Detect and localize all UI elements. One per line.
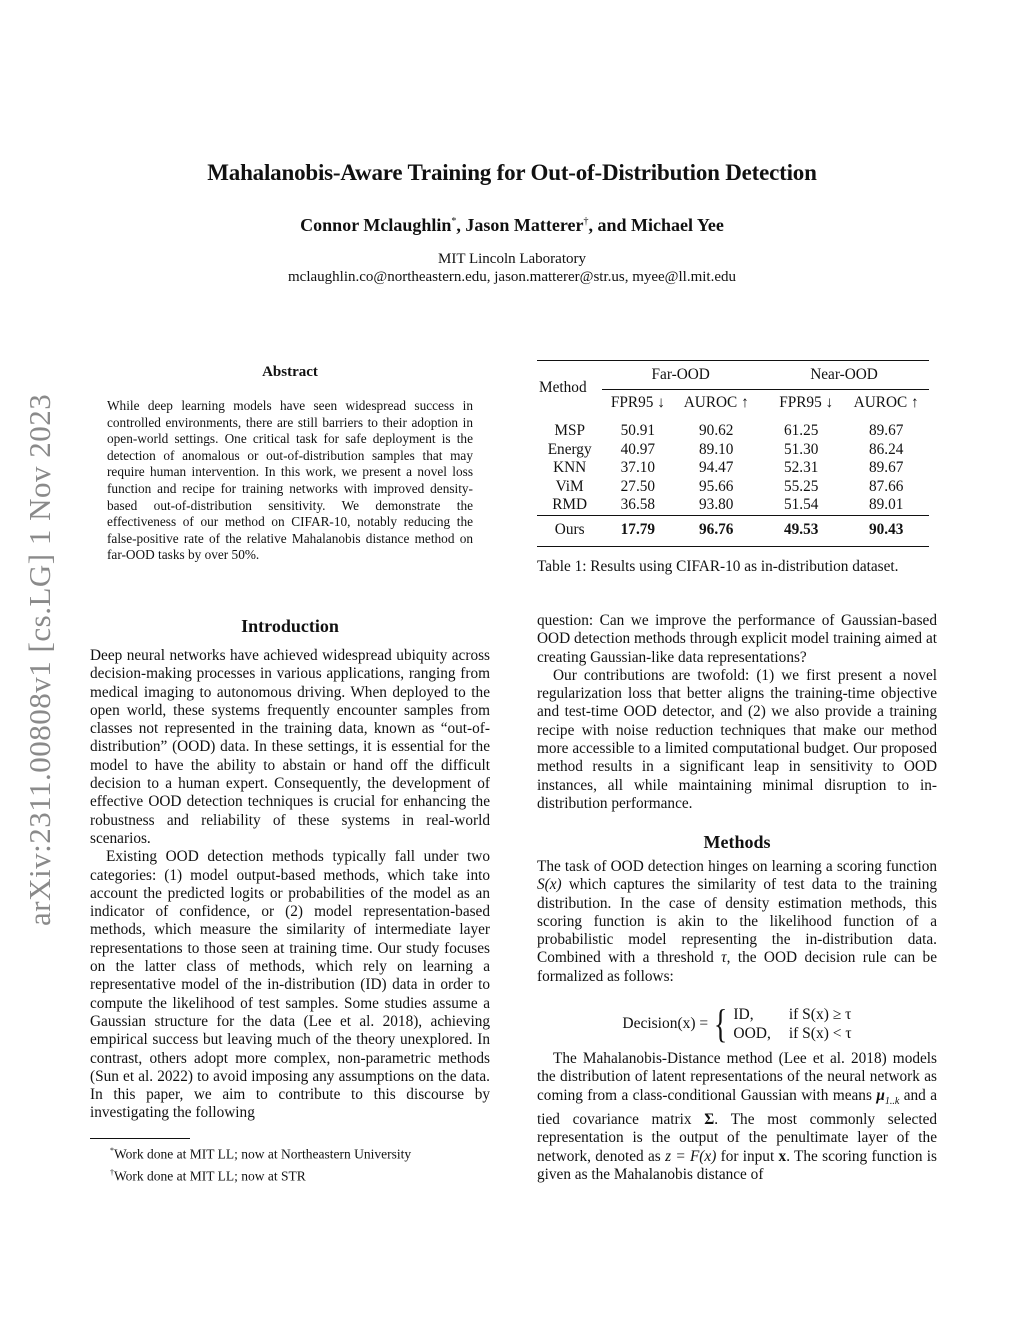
table-cell: 89.67	[868, 422, 904, 439]
table-cell: 37.10	[620, 459, 656, 476]
table-cell: 49.53	[783, 521, 819, 539]
math-z: z = F(x)	[665, 1147, 717, 1165]
table-cell: 36.58	[620, 496, 656, 513]
table-row	[537, 416, 929, 441]
math-x: x	[778, 1147, 787, 1165]
results-table	[537, 360, 929, 547]
introduction-body	[90, 647, 490, 1123]
table-cell: 51.30	[783, 440, 819, 458]
table-cell: 17.79	[620, 521, 656, 539]
affiliation-block	[0, 250, 1024, 286]
table-cell: 94.47	[699, 459, 734, 476]
table-row-ours	[537, 515, 929, 546]
table-header-near-ood: Near-OOD	[810, 365, 878, 383]
math-tau: τ	[721, 949, 727, 967]
table-cell-method: Ours	[554, 521, 585, 539]
author-2: Jason Matterer	[465, 215, 584, 235]
table-cell-method: RMD	[552, 496, 588, 513]
table-subheader: AUROC ↑	[843, 390, 929, 417]
table-cell: 61.25	[783, 422, 819, 439]
equation-cond-ood: if S(x) < τ	[788, 1025, 852, 1042]
intro-paragraph-2: Existing OOD detection methods typically fall under two categories: (1) model output-based methods, which take into account the predicted logits or probabilities of the model as an indicator of confidence, or (2) model representation-based methods, which measure the similarity of intermediate layer representations to those seen at training time. Our study focuses on the latter class of methods, which rely on learning a representative model of the in-distribution (ID) data in order to compute the likelihood of test samples. Some studies assume a Gaussian structure for the data (Lee et al. 2018), achieving empirical success but leaving much of the theory unexplored. In contrast, others adopt more complex, non-parametric methods (Sun et al. 2022) to avoid imposing any assumptions on the data. In this paper, we aim to contribute to this discourse by investigating the following	[90, 848, 490, 1122]
table-cell-method: ViM	[555, 477, 584, 495]
methods-paragraph-1: The task of OOD detection hinges on learning a scoring function S(x) which captures the similarity of test data to the training distribution. In the case of density estimation methods, this scoring function is akin to the likelihood function of a probabilistic model representing the in-distribution data. Combined with a threshold τ, the OOD decision rule can be formalized as follows:	[537, 858, 937, 985]
math-score-fn: S(x)	[537, 876, 562, 894]
table-cell: 52.31	[783, 459, 819, 476]
author-2-mark: †	[583, 216, 589, 227]
intro-paragraph-3: Our contributions are twofold: (1) we first present a novel regularization loss that better aligns the training-time objective and test-time OOD detector, and (2) we also provide a training recipe with noise reduction techniques that make our method more accessible to a limited computational budget. Our proposed method results in a significant leap in sensitivity to OOD instances, all while maintaining minimal disruption to in-distribution performance.	[537, 666, 937, 812]
table-cell: 89.10	[699, 440, 734, 458]
paper-title: Mahalanobis-Aware Training for Out-of-Distribution Detection	[207, 160, 817, 185]
emails: mclaughlin.co@northeastern.edu, jason.matterer@str.us, myee@ll.mit.edu	[288, 269, 736, 285]
footnote-1-mark: *	[110, 1146, 114, 1155]
table-cell: 90.62	[699, 422, 734, 439]
table-cell: 51.54	[783, 496, 819, 513]
equation-lhs: Decision(x) =	[622, 1015, 709, 1032]
author-list: Connor Mclaughlin*, Jason Matterer†, and Michael Yee	[300, 215, 724, 235]
math-sigma: Σ	[704, 1110, 715, 1128]
table-header-far-ood: Far-OOD	[651, 365, 710, 383]
methods-paragraph-2: The Mahalanobis-Distance method (Lee et al. 2018) models the distribution of latent representations of the neural network as coming from a class-conditional Gaussian with means $\mu_{1..k}$ and a tied covariance matrix Σ. The most commonly selected representation is the output of the penultimate layer of the network, denoted as z = F(x) for input x. The scoring function is given as the Mahalanobis distance of	[537, 1050, 938, 1183]
equation-cond-id: if S(x) ≥ τ	[788, 1006, 852, 1023]
footnote-2: †Work done at MIT LL; now at STR	[110, 1167, 306, 1183]
table-subheader: FPR95 ↓	[602, 390, 673, 417]
table-cell: 89.67	[868, 459, 904, 476]
footnotes	[90, 1142, 490, 1185]
equation-case-ood: OOD,	[733, 1025, 771, 1042]
abstract-heading: Abstract	[262, 364, 318, 380]
table-cell: 86.24	[868, 440, 904, 458]
table-cell: 87.66	[868, 477, 904, 495]
table-cell-method: Energy	[547, 440, 592, 458]
table-cell: 50.91	[620, 422, 656, 439]
author-3: and Michael Yee	[597, 215, 724, 235]
footnote-2-mark: †	[110, 1167, 114, 1177]
intro-paragraph-1: Deep neural networks have achieved widespread ubiquity across decision-making processes in various applications, ranging from medical imaging to autonomous driving. When deployed to the open world, these systems frequently encounter samples from classes not represented in the training data, known as “out-of-distribution” (OOD) data. In these settings, it is essential for the model to have the ability to abstain or hand off the difficult decision to a human expert. Consequently, the development of effective OOD detection techniques is crucial for enhancing the robustness and reliability of these systems in real-world scenarios.	[90, 647, 490, 847]
methods-heading: Methods	[703, 832, 771, 852]
table-cell: 89.01	[868, 496, 904, 513]
table-cell: 90.43	[868, 521, 904, 539]
table-caption: Table 1: Results using CIFAR-10 as in-distribution dataset.	[537, 558, 899, 575]
table-cell: 93.80	[699, 496, 734, 513]
author-1: Connor Mclaughlin	[300, 215, 452, 235]
table-subheader: AUROC ↑	[673, 390, 759, 417]
table-cell: 96.76	[699, 521, 734, 539]
table-cell: 27.50	[620, 477, 656, 495]
footnote-rule	[90, 1138, 190, 1139]
arxiv-stamp: arXiv:2311.00808v1 [cs.LG] 1 Nov 2023	[22, 393, 57, 927]
table-body	[537, 416, 929, 515]
table-row	[537, 459, 929, 478]
math-mu: μ	[876, 1086, 885, 1104]
affiliation: MIT Lincoln Laboratory	[437, 251, 586, 267]
introduction-continued	[537, 612, 937, 813]
footnote-1: *Work done at MIT LL; now at Northeastern University	[110, 1146, 412, 1162]
table-cell-method: KNN	[553, 459, 587, 476]
table-cell: 40.97	[620, 440, 656, 458]
decision-equation	[537, 1001, 937, 1046]
table-row	[537, 496, 929, 515]
table-row	[537, 441, 929, 460]
table-cell: 95.66	[699, 477, 734, 495]
table-header-method: Method	[539, 379, 587, 397]
equation-case-id: ID,	[733, 1006, 754, 1023]
introduction-heading: Introduction	[241, 616, 339, 636]
table-subheader: FPR95 ↓	[759, 390, 843, 417]
author-1-mark: *	[451, 216, 457, 227]
equation-brace: {	[714, 1001, 728, 1046]
intro-paragraph-2-cont: question: Can we improve the performance of Gaussian-based OOD detection methods through explicit model training aimed at creating Gaussian-like data representations?	[537, 612, 937, 666]
table-cell: 55.25	[783, 477, 819, 495]
table-row	[537, 478, 929, 497]
table-cell-method: MSP	[554, 422, 585, 439]
abstract-text: While deep learning models have seen widespread success in controlled environments, there are still barriers to their adoption in open-world settings. One critical task for safe deployment is the detection of anomalous or out-of-distribution samples that may require human intervention. In this work, we present a novel loss function and recipe for training networks with improved density-based out-of-distribution sensitivity. We demonstrate the effectiveness of our method on CIFAR-10, notably reducing the false-positive rate of the relative Mahalanobis distance method on far-OOD tasks by over 50%.	[107, 398, 473, 563]
